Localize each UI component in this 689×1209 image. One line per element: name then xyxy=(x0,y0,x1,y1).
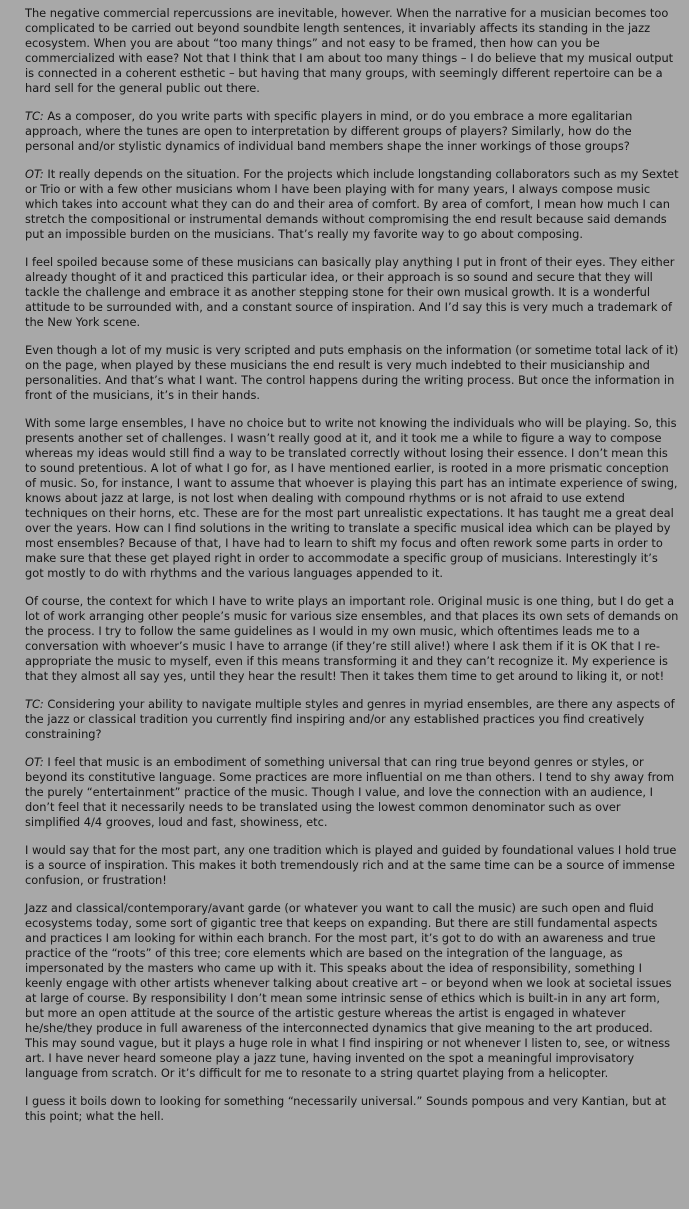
paragraph xyxy=(25,167,679,242)
speaker-label: TC: xyxy=(25,697,44,711)
paragraph-text: I would say that for the most part, any one tradition which is played and guided by foundational values I hold true is a source of inspiration. This makes it both tremendously rich and at the same time can be a source of immense confusion, or frustration! xyxy=(25,843,677,887)
paragraph-text: I feel spoiled because some of these musicians can basically play anything I put in front of their eyes. They either already thought of it and practiced this particular idea, or their approach is so sound and secure that they will tackle the challenge and embrace it as another stepping stone for their own musical growth. It is a wonderful attitude to be surrounded with, and a constant source of inspiration. And I’d say this is very much a trademark of the New York scene. xyxy=(25,255,675,329)
paragraph-text: Considering your ability to navigate multiple styles and genres in myriad ensembles, are there any aspects of the jazz or classical tradition you currently find inspiring and/or any established practices you find creatively constraining? xyxy=(25,697,675,741)
paragraph-text: As a composer, do you write parts with specific players in mind, or do you embrace a more egalitarian approach, where the tunes are open to interpretation by different groups of players? Similarly, how do the personal and/or stylistic dynamics of individual band members shape the inner workings of those groups? xyxy=(25,109,633,153)
paragraph xyxy=(25,697,679,742)
speaker-label: OT: xyxy=(25,755,44,769)
paragraph-text: With some large ensembles, I have no choice but to write not knowing the individuals who will be playing. So, this presents another set of challenges. I wasn’t really good at it, and it took me a while to figure a way to compose whereas my ideas would still find a way to be translated correctly without losing their essence. I don’t mean this to sound pretentious. A lot of what I go for, as I have mentioned earlier, is rooted in a more prismatic conception of music. So, for instance, I want to assume that whoever is playing this part has an intimate experience of swing, knows about jazz at large, is not lost when dealing with compound rhythms or is not afraid to use extend techniques on their horns, etc. These are for the most part unrealistic expectations. It has taught me a great deal over the years. How can I find solutions in the writing to translate a specific musical idea which can be played by most ensembles? Because of that, I have had to learn to shift my focus and often rework some parts in order to make sure that these get played right in order to accommodate a specific group of musicians. Interestingly it’s got mostly to do with rhythms and the various languages appended to it. xyxy=(25,416,678,580)
paragraph xyxy=(25,1094,679,1124)
paragraph xyxy=(25,416,679,581)
paragraph-text: Of course, the context for which I have to write plays an important role. Original music is one thing, but I do get a lot of work arranging other people’s music for various size ensembles, and that places its own sets of demands on the process. I try to follow the same guidelines as I would in my own music, which oftentimes leads me to a conversation with whoever’s music I have to arrange (if they’re still alive!) where I ask them if it is OK that I re-appropriate the music to myself, even if this means transforming it and they can’t recognize it. My experience is that they almost all say yes, until they hear the result! Then it takes them time to get around to liking it, or not! xyxy=(25,594,679,683)
speaker-label: OT: xyxy=(25,167,44,181)
paragraph xyxy=(25,109,679,154)
paragraph-text: It really depends on the situation. For the projects which include longstanding collaborators such as my Sextet or Trio or with a few other musicians whom I have been playing with for many years, I always compose music which takes into account what they can do and their area of comfort. By area of comfort, I mean how much I can stretch the compositional or instrumental demands without compromising the end result because said demands put an impossible burden on the musicians. That’s really my favorite way to go about composing. xyxy=(25,167,679,241)
paragraph-text: Even though a lot of my music is very scripted and puts emphasis on the information (or sometime total lack of it) on the page, when played by these musicians the end result is very much indebted to their musicianship and personalities. And that’s what I want. The control happens during the writing process. But once the information in front of the musicians, it’s in their hands. xyxy=(25,343,679,402)
paragraph xyxy=(25,255,679,330)
paragraph xyxy=(25,843,679,888)
paragraph-text: Jazz and classical/contemporary/avant garde (or whatever you want to call the music) are such open and fluid ecosystems today, some sort of gigantic tree that keeps on expanding. But there are still fundamental aspects and practices I am looking for within each branch. For the most part, it’s got to do with an awareness and true practice of the “roots” of this tree; core elements which are based on the integration of the language, as impersonated by the masters who came up with it. This speaks about the idea of responsibility, something I keenly engage with other artists whenever talking about creative art – or beyond when we look at societal issues at large of course. By responsibility I don’t mean some intrinsic sense of ethics which is built-in in any art form, but more an open attitude at the source of the artistic gesture whereas the artist is engaged in whatever he/she/they produce in full awareness of the interconnected dynamics that give meaning to the art produced. This may sound vague, but it plays a huge role in what I find inspiring or not whenever I listen to, see, or witness art. I have never heard someone play a jazz tune, having invented on the spot a meaningful improvisatory language from scratch. Or it’s difficult for me to resonate to a string quartet playing from a helicopter. xyxy=(25,901,672,1080)
paragraph xyxy=(25,343,679,403)
paragraph-text: I feel that music is an embodiment of something universal that can ring true beyond genres or styles, or beyond its constitutive language. Some practices are more influential on me than others. I tend to shy away from the purely “entertainment” practice of the music. Though I value, and love the connection with an audience, I don’t feel that it necessarily needs to be translated using the lowest common denominator such as over simplified 4/4 grooves, loud and fast, showiness, etc. xyxy=(25,755,675,829)
paragraph xyxy=(25,755,679,830)
speaker-label: TC: xyxy=(25,109,44,123)
paragraph xyxy=(25,901,679,1081)
paragraph-text: The negative commercial repercussions are inevitable, however. When the narrative for a musician becomes too complicated to be carried out beyond soundbite length sentences, it invariably affects its standing in the jazz ecosystem. When you are about “too many things” and not easy to be framed, then how can you be commercialized with ease? Not that I think that I am about too many things – I do believe that my musical output is connected in a coherent esthetic – but having that many groups, with seemingly different repertoire can be a hard sell for the general public out there. xyxy=(25,6,674,95)
paragraph xyxy=(25,594,679,684)
paragraph xyxy=(25,6,679,96)
paragraph-text: I guess it boils down to looking for something “necessarily universal.” Sounds pompous and very Kantian, but at this point; what the hell. xyxy=(25,1094,667,1123)
